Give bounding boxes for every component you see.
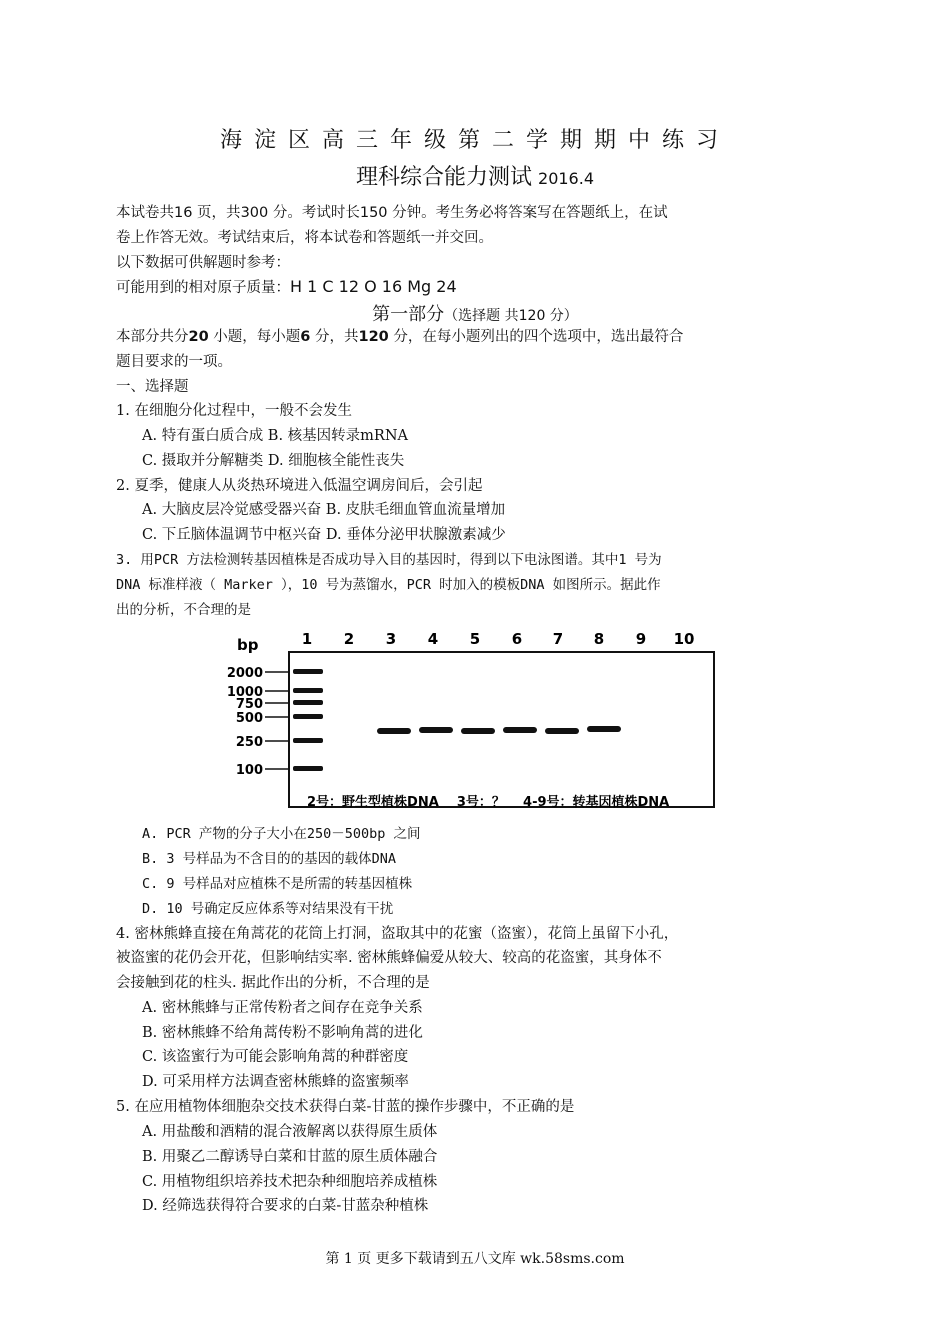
marker-label: 2000: [226, 666, 263, 681]
page-count: 16: [174, 205, 193, 221]
question-5-option-c: C. 用植物组织培养技术把杂种细胞培养成植株: [142, 1174, 438, 1190]
total-score: 300: [240, 205, 269, 221]
sample-band-lane-7: [545, 728, 579, 734]
marker-band: [293, 669, 323, 674]
question-3-stem-line-2: DNA 标准样液（ Marker ），10 号为蒸馏水，PCR 时加入的模板DNA 如图所示。据此作: [116, 577, 661, 593]
gel-unit-label: bp: [237, 636, 259, 654]
part1-note: （选择题 共: [444, 308, 519, 324]
question-1-options-row-2: C. 摄取并分解糖类 D. 细胞核全能性丧失: [142, 453, 405, 469]
intro-text: 页，共: [192, 205, 241, 221]
marker-tick-lines: [265, 672, 289, 769]
marker-band: [293, 738, 323, 743]
question-1-options-row-1: A. 特有蛋白质合成 B. 核基因转录mRNA: [142, 428, 408, 444]
lane-label: 6: [511, 630, 523, 648]
question-4-stem-line-2: 被盗蜜的花仍会开花，但影响结实率. 密林熊蜂偏爱从较大、较高的花盗蜜，其身体不: [116, 950, 662, 966]
intro-text: 分。考试时长: [268, 205, 360, 221]
sample-band-lane-6: [503, 727, 537, 733]
sample-band-lane-8: [587, 726, 621, 732]
marker-label: 100: [235, 763, 263, 778]
marker-size-labels: [227, 666, 263, 778]
lane-label: 7: [552, 630, 564, 648]
question-3-option-b: B. 3 号样品为不含目的的基因的载体DNA: [142, 851, 397, 867]
question-4-stem-line-1: 4. 密林熊蜂直接在角蒿花的花筒上打洞，盗取其中的花蜜（盗蜜），花筒上虽留下小孔，: [116, 926, 679, 942]
marker-label: 1000: [226, 685, 263, 700]
question-3-stem-line-3: 出的分析，不合理的是: [116, 602, 251, 618]
marker-lane-bands: [293, 669, 323, 771]
subtitle-text: 理科综合能力测试: [356, 165, 533, 190]
lane-label: 2: [343, 630, 355, 648]
question-5-option-b: B. 用聚乙二醇诱导白菜和甘蓝的原生质体融合: [142, 1149, 438, 1165]
lane-label: 4: [427, 630, 439, 648]
atomic-mass-label: 可能用到的相对原子质量：: [116, 280, 290, 296]
question-count: 20: [188, 329, 209, 345]
gel-caption: 2号：野生型植株DNA 3号：？ 4-9号：转基因植株DNA: [307, 795, 670, 810]
part1-desc-1: [116, 327, 683, 347]
part1-score: 120: [518, 308, 546, 324]
question-4-option-b: B. 密林熊蜂不给角蒿传粉不影响角蒿的进化: [142, 1025, 423, 1041]
question-2-options-row-2: C. 下丘脑体温调节中枢兴奋 D. 垂体分泌甲状腺激素减少: [142, 527, 506, 543]
part1-desc-2: 题目要求的一项。: [116, 354, 232, 370]
total-part-score: 120: [358, 329, 389, 345]
part1-title: 第一部分: [372, 304, 445, 325]
desc-text: 本部分共分: [116, 329, 189, 345]
gel-electrophoresis-figure: [225, 622, 725, 818]
desc-text: 小题，每小题: [208, 329, 301, 345]
marker-label: 750: [235, 697, 263, 712]
question-2-stem: 2. 夏季，健康人从炎热环境进入低温空调房间后，会引起: [116, 478, 483, 494]
intro-line-1: [116, 203, 668, 223]
question-3-option-a: A. PCR 产物的分子大小在250－500bp 之间: [142, 826, 421, 842]
marker-label: 250: [235, 735, 263, 750]
lane-label: 5: [469, 630, 481, 648]
atomic-mass-values: H 1 C 12 O 16 Mg 24: [290, 277, 457, 296]
question-4-option-a: A. 密林熊蜂与正常传粉者之间存在竞争关系: [142, 1000, 423, 1016]
desc-text: 分，共: [310, 329, 359, 345]
question-4-option-d: D. 可采用样方法调查密林熊蜂的盗蜜频率: [142, 1074, 409, 1090]
marker-band: [293, 700, 323, 705]
sample-bands: [377, 726, 621, 734]
intro-line-2: 卷上作答无效。考试结束后，将本试卷和答题纸一并交回。: [116, 230, 493, 246]
gel-lane-labels: [302, 630, 695, 648]
intro-line-3: 以下数据可供解题时参考：: [116, 255, 290, 271]
exam-date: 2016.4: [538, 169, 594, 188]
section-heading: 一、选择题: [116, 379, 189, 395]
lane-label: 9: [635, 630, 647, 648]
marker-band: [293, 688, 323, 693]
sample-band-lane-4: [419, 727, 453, 733]
part1-heading: [0, 300, 950, 326]
lane-label: 3: [385, 630, 397, 648]
marker-band: [293, 766, 323, 771]
page-footer: 第 1 页 更多下载请到五八文库 wk.58sms.com: [325, 1251, 625, 1267]
marker-band: [293, 714, 323, 719]
intro-line-4: [116, 277, 457, 298]
part1-note: 分）: [545, 308, 578, 324]
exam-title: 海淀区高三年级第二学期期中练习: [219, 128, 730, 153]
question-5-option-d: D. 经筛选获得符合要求的白菜-甘蓝杂种植株: [142, 1198, 429, 1214]
question-4-option-c: C. 该盗蜜行为可能会影响角蒿的种群密度: [142, 1049, 409, 1065]
question-3-option-c: C. 9 号样品对应植株不是所需的转基因植株: [142, 876, 413, 892]
question-5-option-a: A. 用盐酸和酒精的混合液解离以获得原生质体: [142, 1124, 438, 1140]
question-2-options-row-1: A. 大脑皮层冷觉感受器兴奋 B. 皮肤毛细血管血流量增加: [142, 502, 506, 518]
gel-frame: [289, 652, 714, 807]
desc-text: 分，在每小题列出的四个选项中，选出最符合: [388, 329, 684, 345]
question-3-option-d: D. 10 号确定反应体系等对结果没有干扰: [142, 901, 394, 917]
time-limit: 150: [359, 205, 388, 221]
question-4-stem-line-3: 会接触到花的柱头. 据此作出的分析，不合理的是: [116, 975, 430, 991]
sample-band-lane-5: [461, 728, 495, 734]
per-question-score: 6: [300, 329, 311, 345]
question-5-stem: 5. 在应用植物体细胞杂交技术获得白菜-甘蓝的操作步骤中，不正确的是: [116, 1099, 575, 1115]
question-3-stem-line-1: 3. 用PCR 方法检测转基因植株是否成功导入目的基因时，得到以下电泳图谱。其中1 号为: [116, 552, 662, 568]
exam-subtitle: [0, 160, 950, 191]
lane-label: 8: [593, 630, 605, 648]
lane-label: 10: [673, 630, 695, 648]
sample-band-lane-3: [377, 728, 411, 734]
intro-text: 本试卷共: [116, 205, 174, 221]
question-1-stem: 1. 在细胞分化过程中，一般不会发生: [116, 403, 352, 419]
intro-text: 分钟。考生务必将答案写在答题纸上，在试: [387, 205, 668, 221]
lane-label: 1: [301, 630, 313, 648]
marker-label: 500: [235, 711, 263, 726]
